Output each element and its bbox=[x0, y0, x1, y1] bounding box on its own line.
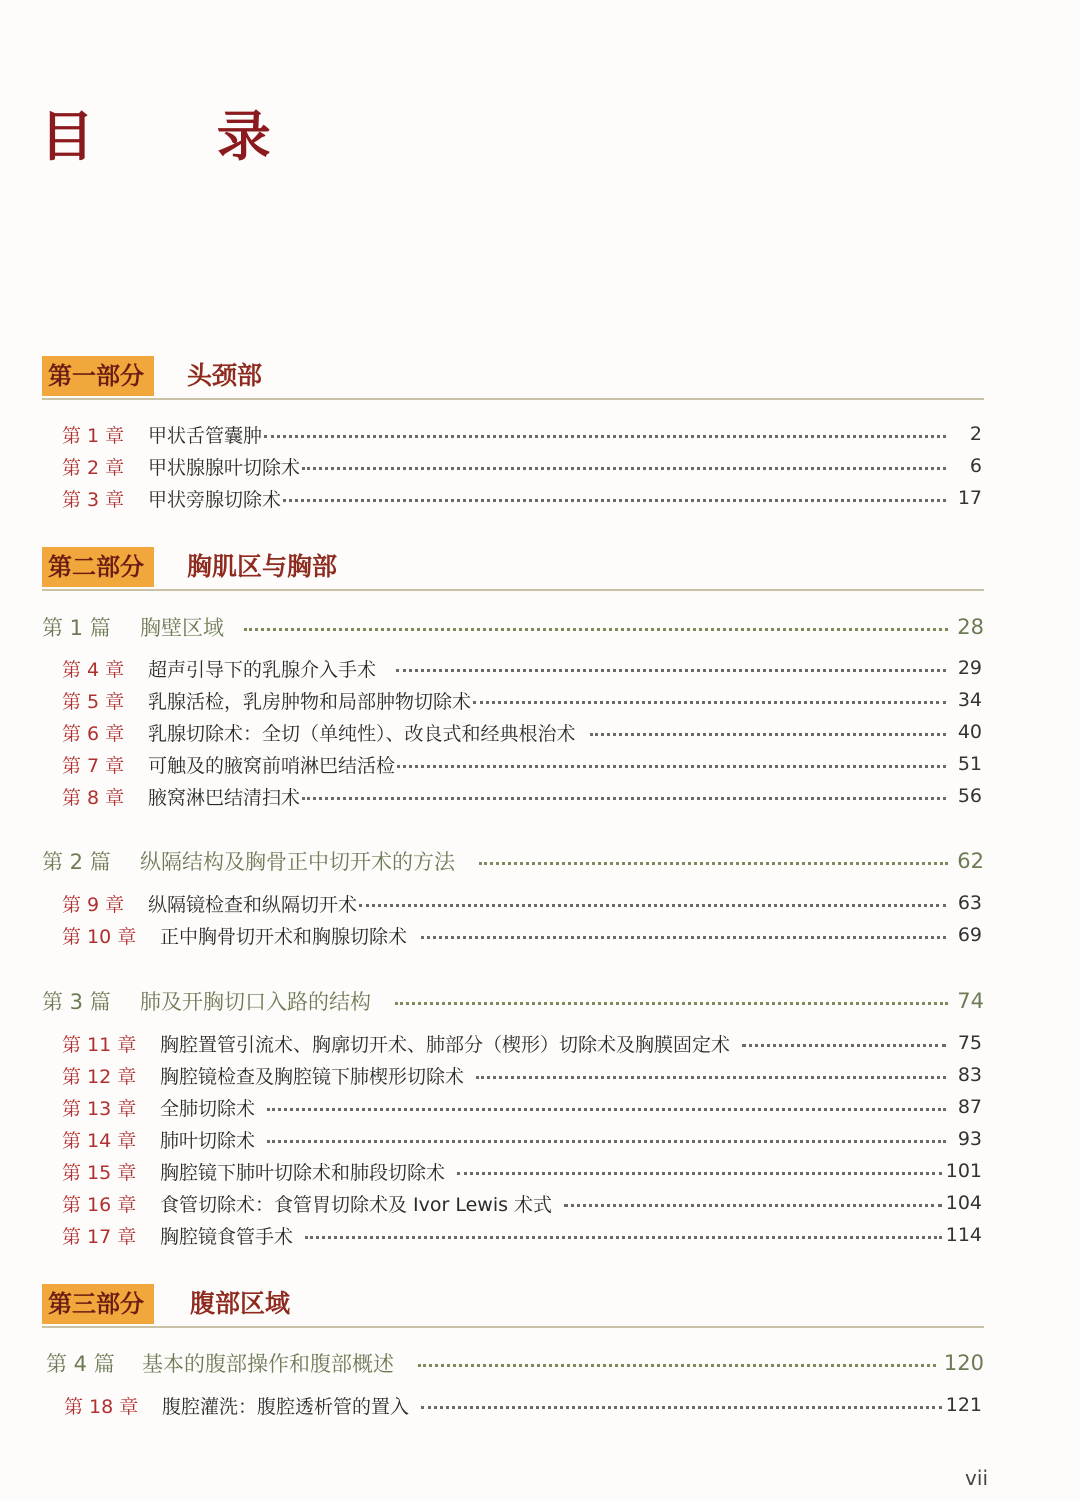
page-number: 40 bbox=[957, 721, 982, 743]
dot-leader bbox=[302, 797, 946, 800]
page-number: 87 bbox=[957, 1096, 982, 1118]
toc-chapter-2[interactable] bbox=[62, 450, 982, 482]
chapter-number: 第 14 章 bbox=[62, 1129, 137, 1152]
part-title: 头颈部 bbox=[187, 361, 263, 390]
page-number: 121 bbox=[945, 1394, 982, 1416]
toc-chapter-17[interactable] bbox=[62, 1219, 982, 1251]
page-number: 51 bbox=[957, 753, 982, 775]
page-number: 101 bbox=[945, 1160, 982, 1182]
chapter-title: 腋窝淋巴结清扫术 bbox=[148, 786, 301, 809]
page-number: 28 bbox=[957, 615, 984, 639]
toc-chapter-3[interactable] bbox=[62, 482, 982, 514]
page-number: 75 bbox=[957, 1032, 982, 1054]
dot-leader bbox=[457, 1172, 942, 1175]
section-title: 胸壁区域 bbox=[140, 616, 224, 640]
chapter-title: 胸腔镜食管手术 bbox=[160, 1225, 294, 1248]
chapter-number: 第 16 章 bbox=[62, 1193, 137, 1216]
toc-chapter-16[interactable] bbox=[62, 1187, 982, 1219]
chapter-title: 纵隔镜检查和纵隔切开术 bbox=[148, 893, 358, 916]
chapter-number: 第 9 章 bbox=[62, 893, 125, 916]
part-header bbox=[42, 356, 984, 396]
dot-leader bbox=[564, 1204, 942, 1207]
section-number: 第 3 篇 bbox=[42, 990, 111, 1014]
chapter-title: 腹腔灌洗：腹腔透析管的置入 bbox=[162, 1395, 410, 1418]
dot-leader bbox=[479, 862, 948, 865]
chapter-number: 第 15 章 bbox=[62, 1161, 137, 1184]
page-number: 114 bbox=[945, 1224, 982, 1246]
toc-chapter-15[interactable] bbox=[62, 1155, 982, 1187]
chapter-title: 胸腔置管引流术、胸廓切开术、肺部分（楔形）切除术及胸膜固定术 bbox=[160, 1033, 731, 1056]
dot-leader bbox=[302, 467, 946, 470]
chapter-number: 第 6 章 bbox=[62, 722, 125, 745]
toc-chapter-12[interactable] bbox=[62, 1059, 982, 1091]
toc-chapter-10[interactable] bbox=[62, 919, 982, 951]
chapter-title: 超声引导下的乳腺介入手术 bbox=[148, 658, 377, 681]
part-divider bbox=[42, 398, 984, 400]
dot-leader bbox=[267, 1140, 946, 1143]
page-number: 120 bbox=[943, 1351, 984, 1375]
toc-chapter-8[interactable] bbox=[62, 780, 982, 812]
chapter-number: 第 18 章 bbox=[64, 1395, 139, 1418]
toc-chapter-13[interactable] bbox=[62, 1091, 982, 1123]
dot-leader bbox=[476, 1076, 946, 1079]
page-number: 104 bbox=[945, 1192, 982, 1214]
chapter-number: 第 17 章 bbox=[62, 1225, 137, 1248]
section-title: 肺及开胸切口入路的结构 bbox=[140, 990, 371, 1014]
chapter-title: 胸腔镜下肺叶切除术和肺段切除术 bbox=[160, 1161, 446, 1184]
toc-section-3[interactable] bbox=[42, 985, 984, 1017]
dot-leader bbox=[359, 904, 946, 907]
section-number: 第 1 篇 bbox=[42, 616, 111, 640]
toc-chapter-14[interactable] bbox=[62, 1123, 982, 1155]
dot-leader bbox=[305, 1236, 942, 1239]
chapter-number: 第 4 章 bbox=[62, 658, 125, 681]
chapter-number: 第 1 章 bbox=[62, 424, 125, 447]
chapter-number: 第 2 章 bbox=[62, 456, 125, 479]
chapter-title: 可触及的腋窝前哨淋巴结活检 bbox=[148, 754, 396, 777]
toc-chapter-7[interactable] bbox=[62, 748, 982, 780]
toc-chapter-4[interactable] bbox=[62, 652, 982, 684]
page-number: 17 bbox=[957, 487, 982, 509]
toc-section-2[interactable] bbox=[42, 845, 984, 877]
chapter-number: 第 7 章 bbox=[62, 754, 125, 777]
page-number: 56 bbox=[957, 785, 982, 807]
toc-chapter-18[interactable] bbox=[64, 1389, 982, 1421]
chapter-number: 第 13 章 bbox=[62, 1097, 137, 1120]
dot-leader bbox=[397, 765, 946, 768]
chapter-number: 第 12 章 bbox=[62, 1065, 137, 1088]
page-number: 69 bbox=[957, 924, 982, 946]
page-number: 2 bbox=[969, 423, 982, 445]
part-title: 胸肌区与胸部 bbox=[187, 552, 338, 581]
page-number: 74 bbox=[957, 989, 984, 1013]
part-divider bbox=[42, 589, 984, 591]
dot-leader bbox=[590, 733, 946, 736]
chapter-number: 第 5 章 bbox=[62, 690, 125, 713]
chapter-number: 第 3 章 bbox=[62, 488, 125, 511]
part-3 bbox=[42, 1284, 984, 1324]
chapter-title: 正中胸骨切开术和胸腺切除术 bbox=[160, 925, 408, 948]
part-title: 腹部区域 bbox=[190, 1289, 291, 1318]
section-title: 纵隔结构及胸骨正中切开术的方法 bbox=[140, 850, 455, 874]
dot-leader bbox=[421, 1406, 942, 1409]
part-header bbox=[42, 547, 984, 587]
part-header bbox=[42, 1284, 984, 1324]
dot-leader bbox=[418, 1364, 936, 1367]
page-number: 63 bbox=[957, 892, 982, 914]
page-number: 62 bbox=[957, 849, 984, 873]
dot-leader bbox=[283, 499, 946, 502]
page-number: 83 bbox=[957, 1064, 982, 1086]
toc-chapter-11[interactable] bbox=[62, 1027, 982, 1059]
chapter-title: 甲状腺腺叶切除术 bbox=[148, 456, 301, 479]
chapter-title: 乳腺活检，乳房肿物和局部肿物切除术 bbox=[148, 690, 472, 713]
dot-leader bbox=[396, 669, 946, 672]
page-number: 6 bbox=[969, 455, 982, 477]
chapter-title: 肺叶切除术 bbox=[160, 1129, 256, 1152]
dot-leader bbox=[267, 1108, 946, 1111]
chapter-title: 乳腺切除术：全切（单纯性）、改良式和经典根治术 bbox=[148, 722, 576, 745]
part-1 bbox=[42, 356, 984, 396]
chapter-title: 甲状舌管囊肿 bbox=[148, 424, 263, 447]
part-divider bbox=[42, 1326, 984, 1328]
section-number: 第 2 篇 bbox=[42, 850, 111, 874]
part-label: 第一部分 bbox=[42, 356, 154, 396]
part-label: 第三部分 bbox=[42, 1284, 154, 1324]
dot-leader bbox=[421, 936, 946, 939]
toc-section-1[interactable] bbox=[42, 611, 984, 643]
chapter-title: 胸腔镜检查及胸腔镜下肺楔形切除术 bbox=[160, 1065, 465, 1088]
toc-chapter-1[interactable] bbox=[62, 418, 982, 450]
toc-chapter-5[interactable] bbox=[62, 684, 982, 716]
page-number: 29 bbox=[957, 657, 982, 679]
section-number: 第 4 篇 bbox=[46, 1352, 115, 1376]
chapter-number: 第 11 章 bbox=[62, 1033, 137, 1056]
page-number: 34 bbox=[957, 689, 982, 711]
dot-leader bbox=[244, 628, 948, 631]
section-title: 基本的腹部操作和腹部概述 bbox=[142, 1352, 394, 1376]
dot-leader bbox=[473, 701, 946, 704]
toc-section-4[interactable] bbox=[46, 1347, 984, 1379]
page-title: 目 录 bbox=[40, 104, 323, 168]
toc-chapter-6[interactable] bbox=[62, 716, 982, 748]
toc-chapter-9[interactable] bbox=[62, 887, 982, 919]
dot-leader bbox=[395, 1002, 948, 1005]
chapter-number: 第 10 章 bbox=[62, 925, 137, 948]
page-number: 93 bbox=[957, 1128, 982, 1150]
chapter-title: 食管切除术：食管胃切除术及 Ivor Lewis 术式 bbox=[160, 1193, 553, 1216]
part-label: 第二部分 bbox=[42, 547, 154, 587]
dot-leader bbox=[264, 435, 946, 438]
chapter-title: 甲状旁腺切除术 bbox=[148, 488, 282, 511]
chapter-title: 全肺切除术 bbox=[160, 1097, 256, 1120]
page-footer-number: vii bbox=[965, 1466, 988, 1490]
part-2 bbox=[42, 547, 984, 587]
dot-leader bbox=[742, 1044, 946, 1047]
chapter-number: 第 8 章 bbox=[62, 786, 125, 809]
